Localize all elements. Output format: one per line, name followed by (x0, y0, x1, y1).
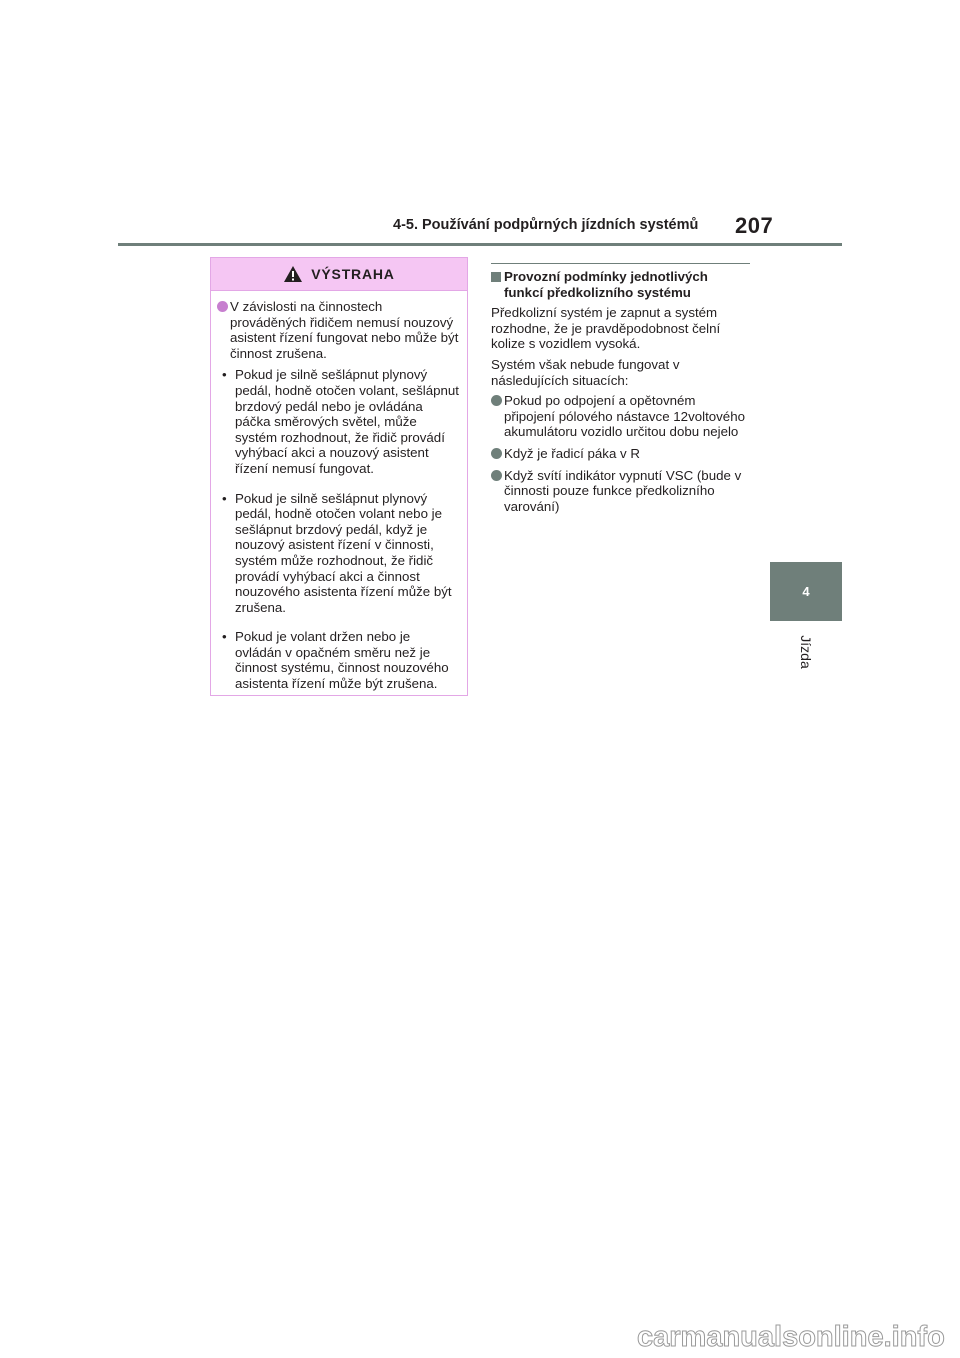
warning-sub-text: Pokud je silně sešlápnut plynový pedál, hodně otočen volant, sešlápnut brzdový pedál nebo je ovládána páčka směrových světel, může systém rozhodnout, že řidič provádí vyhýbací akci a nouzový asistent řízení nemusí fungovat. (235, 367, 460, 476)
condition-text: Když svítí indikátor vypnutí VSC (bude v činnosti pouze funkce předkolizního varování) (504, 467, 742, 514)
warning-body (211, 291, 467, 692)
header-divider (118, 243, 842, 246)
circle-bullet-icon (491, 470, 502, 481)
warning-sub-item (217, 491, 459, 616)
condition-text: Pokud po odpojení a opětovném připojení pólového nástavce 12voltového akumulátoru vozidlo určitou dobu nejelo (504, 393, 745, 440)
section-divider (491, 263, 750, 264)
circle-bullet-icon (491, 448, 502, 459)
warning-box (210, 257, 468, 696)
circle-bullet-icon (217, 301, 228, 312)
warning-sub-item (217, 367, 459, 476)
watermark-text: carmanualsonline.info (637, 1321, 945, 1353)
warning-main-item (217, 299, 459, 361)
paragraph: Předkolizní systém je zapnut a systém rozhodne, že je pravděpodobnost čelní kolize s vozidlem vysoká. (491, 305, 721, 352)
square-bullet-icon (491, 272, 501, 282)
section-heading-text: Provozní podmínky jednotlivých funkcí předkolizního systému (504, 269, 708, 300)
warning-title: VÝSTRAHA (311, 266, 395, 282)
chapter-tab (770, 562, 842, 621)
bullet-icon: • (222, 490, 227, 506)
warning-sub-text: Pokud je volant držen nebo je ovládán v opačném směru než je činnost systému, činnost nouzového asistenta řízení může být zrušena. (235, 629, 449, 692)
warning-triangle-icon (283, 265, 303, 283)
bullet-icon: • (222, 629, 227, 645)
condition-item (491, 446, 750, 462)
condition-item (491, 393, 750, 440)
watermark-logo (637, 1320, 952, 1354)
section-heading (491, 269, 750, 300)
chapter-label: Jízda (798, 635, 814, 669)
warning-main-text: V závislosti na činnostech prováděných řidičem nemusí nouzový asistent řízení fungovat nebo může být činnost zrušena. (230, 299, 459, 361)
paragraph: Systém však nebude fungovat v následujících situacích: (491, 356, 680, 388)
right-column (491, 263, 750, 520)
warning-sub-text: Pokud je silně sešlápnut plynový pedál, hodně otočen volant nebo je sešlápnut brzdový pedál, když je nouzový asistent řízení v činnosti, systém může rozhodnout, že řidič provádí vyhýbací akci a činnost nouzového asistenta řízení může být zrušena. (235, 490, 452, 615)
warning-header (211, 258, 467, 291)
circle-bullet-icon (491, 395, 502, 406)
condition-item (491, 468, 750, 515)
warning-sub-item (217, 629, 459, 691)
chapter-number: 4 (802, 584, 810, 599)
section-title: 4-5. Používání podpůrných jízdních systémů (393, 217, 699, 233)
condition-text: Když je řadicí páka v R (504, 445, 640, 461)
page-number: 207 (735, 213, 774, 238)
bullet-icon: • (222, 367, 227, 383)
